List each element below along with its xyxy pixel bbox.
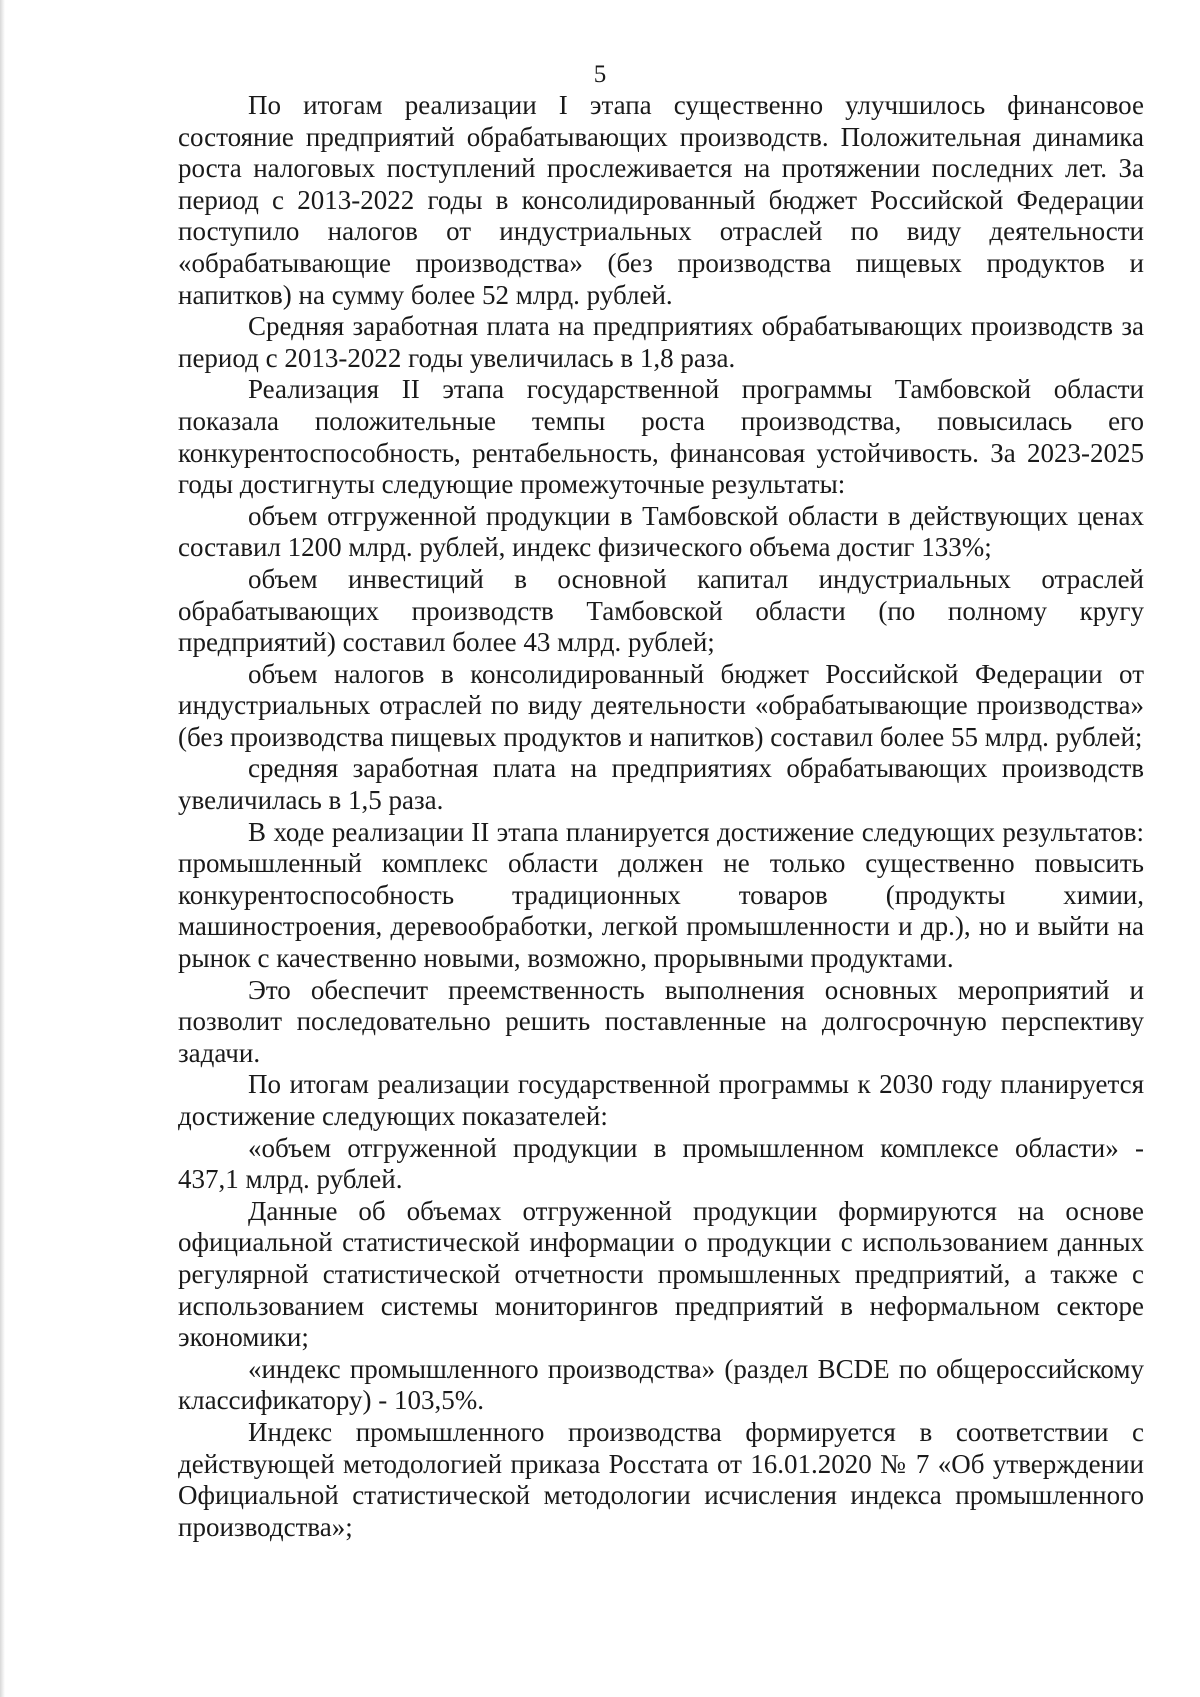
paragraph-taxes: объем налогов в консолидированный бюджет Российской Федерации от индустриальных отраслей по виду деятельности «обрабатывающие производства» (без производства пищевых продуктов и напитков) составил более 55 млрд. рублей; <box>178 658 1144 752</box>
document-body <box>178 90 1144 1543</box>
paragraph-stage2-implementation: Реализация II этапа государственной программы Тамбовской области показала положительные темпы роста производства, повысилась его конкурентоспособность, рентабельность, финансовая устойчивость. За 2023-2025 годы достигнуты следующие промежуточные результаты: <box>178 374 1144 500</box>
paragraph-investments: объем инвестиций в основной капитал индустриальных отраслей обрабатывающих производств Тамбовской области (по полному кругу предприятий) составил более 43 млрд. рублей; <box>178 563 1144 658</box>
page-number: 5 <box>593 61 607 88</box>
paragraph-production-index-target: «индекс промышленного производства» (раздел BCDE по общероссийскому классификатору) - 103,5%. <box>178 1353 1144 1416</box>
paragraph-average-salary: Средняя заработная плата на предприятиях обрабатывающих производств за период с 2013-2022 годы увеличилась в 1,8 раза. <box>178 311 1144 373</box>
paragraph-production-index-method: Индекс промышленного производства формируется в соответствии с действующей методологией приказа Росстата от 16.01.2020 № 7 «Об утверждении Официальной статистической методологии исчисления индекса промышленного производства»; <box>178 1416 1144 1542</box>
paragraph-shipped-data-source: Данные об объемах отгруженной продукции формируются на основе официальной статистической информации о продукции с использованием данных регулярной статистической отчетности промышленных предприятий, а также с использованием системы мониторингов предприятий в неформальном секторе экономики; <box>178 1195 1144 1353</box>
scan-edge-shadow <box>0 0 5 1697</box>
paragraph-stage2-plans: В ходе реализации II этапа планируется достижение следующих результатов: промышленный комплекс области должен не только существенно повысить конкурентоспособность традиционных товаров (продукты химии, машиностроения, деревообработки, легкой промышленности и др.), но и выйти на рынок с качественно новыми, возможно, прорывными продуктами. <box>178 816 1144 974</box>
paragraph-stage1-results: По итогам реализации I этапа существенно улучшилось финансовое состояние предприятий обрабатывающих производств. Положительная динамика роста налоговых поступлений прослеживается на протяжении последних лет. За период с 2013-2022 годы в консолидированный бюджет Российской Федерации поступило налогов от индустриальных отраслей по виду деятельности «обрабатывающие производства» (без производства пищевых продуктов и напитков) на сумму более 52 млрд. рублей. <box>178 90 1144 310</box>
paragraph-2030-targets: По итогам реализации государственной программы к 2030 году планируется достижение следующих показателей: <box>178 1069 1144 1131</box>
paragraph-shipped-volume-target: «объем отгруженной продукции в промышленном комплексе области» - 437,1 млрд. рублей. <box>178 1132 1144 1195</box>
paragraph-salary-growth: средняя заработная плата на предприятиях обрабатывающих производств увеличилась в 1,5 раза. <box>178 753 1144 816</box>
paragraph-continuity: Это обеспечит преемственность выполнения основных мероприятий и позволит последовательно решить поставленные на долгосрочную перспективу задачи. <box>178 974 1144 1068</box>
paragraph-shipped-products: объем отгруженной продукции в Тамбовской области в действующих ценах составил 1200 млрд. рублей, индекс физического объема достиг 133%; <box>178 500 1144 563</box>
